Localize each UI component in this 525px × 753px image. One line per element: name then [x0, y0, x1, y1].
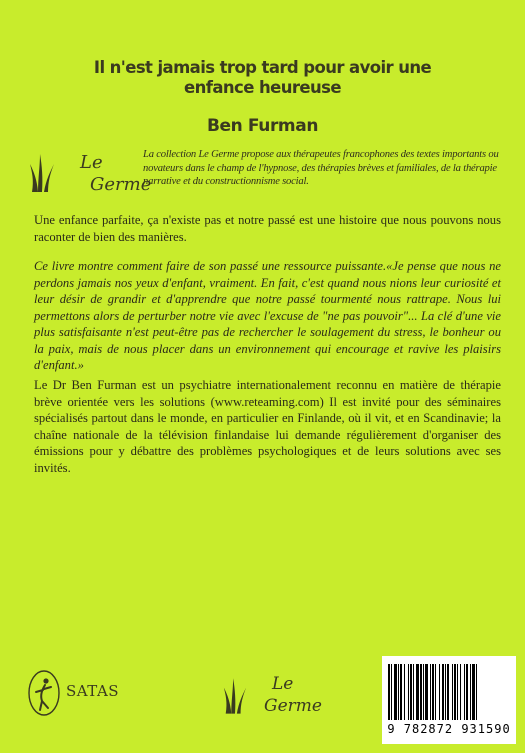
collection-description: La collection Le Germe propose aux thérapeutes francophones des textes importants ou novateurs dans le champ de l'hypnose, des thérapies brèves et familiales, de la thérapie narrative et du constructionnisme social.	[143, 149, 499, 187]
grass-icon	[28, 150, 56, 194]
le-germe-logo	[28, 148, 152, 200]
barcode-bars	[388, 664, 510, 720]
dancer-icon	[26, 668, 62, 718]
author-bio-paragraph: Le Dr Ben Furman est un psychiatre internationalement reconnu en matière de thérapie brève orientée vers les solutions (www.reteaming.com) Il est invité pour des séminaires spécialisés partout dans le monde, en particulier en Finlande, où il vit, et en Scandinavie; la chaîne nationale de la télévision finlandaise lui demande régulièrement d'organiser des émissions pour y débattre des problèmes psychologiques et de leurs solutions avec ses invités.	[34, 378, 501, 475]
intro-paragraph: Une enfance parfaite, ça n'existe pas et notre passé est une histoire que nous pouvons nous raconter de bien des manières.	[34, 213, 501, 244]
isbn-barcode	[382, 656, 516, 744]
publisher-text-germe: Germe	[264, 696, 322, 716]
publisher-satas: SATAS	[66, 682, 120, 700]
book-title: Il n'est jamais trop tard pour avoir une enfance heureuse	[93, 58, 432, 97]
grass-icon	[222, 674, 248, 716]
le-germe-publisher-logo	[222, 668, 342, 724]
satas-logo	[26, 668, 156, 720]
isbn-number: 9 782872 931590	[387, 722, 511, 736]
quote-paragraph: Ce livre montre comment faire de son passé une ressource puissante.«Je pense que nous ne perdons jamais nos yeux d'enfant, vraiment. En fait, c'est quand nous nions leur curiosité et leur désir de grandir et d'apprendre que notre passé tourmenté nous rattrape. Nous lui permettons alors de perturber notre vie avec l'excuse de "ne pas pouvoir"... La clé d'une vie plus satisfaisante n'est peut-être pas de rechercher le soulagement du stress, le bonheur ou la paix, mais de nous placer dans un environnement qui encourage et ravive les plaisirs d'enfant.»	[34, 259, 501, 372]
publisher-text-le: Le	[272, 674, 294, 694]
logo-text-le: Le	[80, 152, 103, 173]
book-author: Ben Furman	[206, 116, 319, 136]
logo-text-germe: Germe	[90, 174, 152, 195]
